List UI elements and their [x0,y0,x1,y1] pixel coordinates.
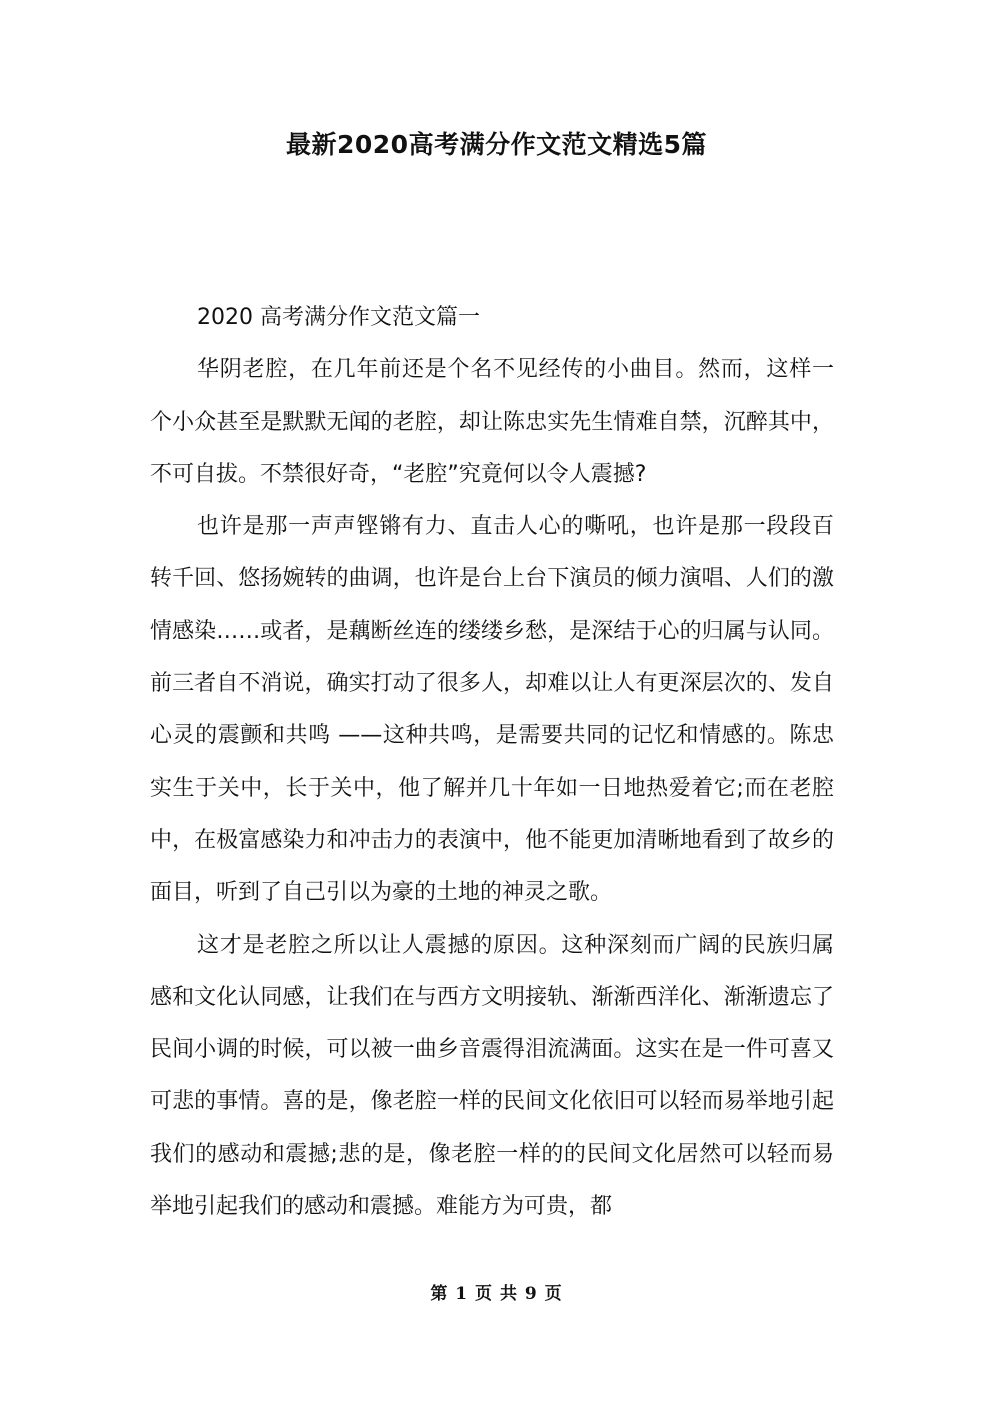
page-number-footer: 第 1 页 共 9 页 [430,1284,563,1304]
paragraph-2: 也许是那一声声铿锵有力、直击人心的嘶吼，也许是那一段段百转千回、悠扬婉转的曲调，也许是台上台下演员的倾力演唱、人们的激情感染……或者，是藕断丝连的缕缕乡愁，是深结于心的归属与认同。前三者自不消说，确实打动了很多人，却难以让人有更深层次的、发自心灵的震颤和共鸣 ——这种共鸣，是需要共同的记忆和情感的。陈忠实生于关中，长于关中，他了解并几十年如一日地热爱着它;而在老腔中，在极富感染力和冲击力的表演中，他不能更加清晰地看到了故乡的面目，听到了自己引以为豪的土地的神灵之歌。 [150,514,834,906]
document-body [150,292,834,1233]
document-title: 最新2020高考满分作文范文精选5篇 [286,130,707,159]
paragraph-3: 这才是老腔之所以让人震撼的原因。这种深刻而广阔的民族归属感和文化认同感，让我们在与西方文明接轨、渐渐西洋化、渐渐遗忘了民间小调的时候，可以被一曲乡音震得泪流满面。这实在是一件可喜又可悲的事情。喜的是，像老腔一样的民间文化依旧可以轻而易举地引起我们的感动和震撼;悲的是，像老腔一样的的民间文化居然可以轻而易举地引起我们的感动和震撼。难能方为可贵，都 [150,932,834,1220]
paragraph-1: 华阴老腔，在几年前还是个名不见经传的小曲目。然而，这样一个小众甚至是默默无闻的老腔，却让陈忠实先生情难自禁，沉醉其中，不可自拔。不禁很好奇，“老腔”究竟何以令人震撼? [150,357,834,487]
section-heading: 2020 高考满分作文范文篇一 [197,305,480,330]
